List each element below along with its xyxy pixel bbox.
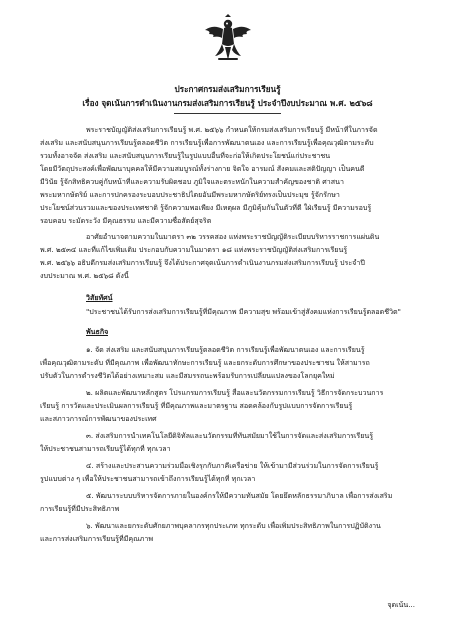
body-line: รอบคอบ ระมัดระวัง มีคุณธรรม และมีความซื่อสัตย์สุจริต [40,216,212,225]
body-line: รวมทั้งอาจจัด ส่งเสริม และสนับสนุนการเรียนรู้ในรูปแบบอื่นที่จะก่อให้เกิดประโยชน์แก่ประชาชน [40,151,331,160]
continued-marker: จุดเน้น... [387,600,415,609]
body-line: พระมหากษัตริย์ และการปกครองระบอบประชาธิปไตยอันมีพระมหากษัตริย์ทรงเป็นประมุข รู้จักรักษา [40,190,340,199]
mission-item-line: ๑. จัด ส่งเสริม และสนับสนุนการเรียนรู้ตลอดชีวิต การเรียนรู้เพื่อพัฒนาตนเอง และการเรียนรู้ [86,345,365,354]
announcement-title: ประกาศกรมส่งเสริมการเรียนรู้ [174,84,281,94]
garuda-emblem-icon [203,14,253,64]
vision-statement: "ประชาชนได้รับการส่งเสริมการเรียนรู้ที่มีคุณภาพ มีความสุข พร้อมเข้าสู่สังคมแห่งการเรียนรู้ตลอดชีวิต" [86,307,401,316]
mission-item-line: การเรียนรู้ที่มีประสิทธิภาพ [40,504,120,513]
body-line: พ.ศ. ๒๕๖๖ อธิบดีกรมส่งเสริมการเรียนรู้ จึงได้ประกาศจุดเน้นการดำเนินงานกรมส่งเสริมการเรียนรู้ ประจำปี [40,258,365,267]
body-line: พ.ศ. ๒๕๓๔ และที่แก้ไขเพิ่มเติม ประกอบกับความในมาตรา ๑๘ แห่งพระราชบัญญัติส่งเสริมการเรียนรู้ [40,245,348,254]
body-line: มีวินัย รู้จักสิทธิควบคู่กับหน้าที่และความรับผิดชอบ ภูมิใจและตระหนักในความสำคัญของชาติ ศาสนา [40,177,344,186]
mission-item-line: ๕. พัฒนาระบบบริหารจัดการภายในองค์กรให้มีความทันสมัย โดยยึดหลักธรรมาภิบาล เพื่อการส่งเสริม [86,491,393,500]
announcement-subject: เรื่อง จุดเน้นการดำเนินงานกรมส่งเสริมการเรียนรู้ ประจำปีงบประมาณ พ.ศ. ๒๕๖๘ [82,98,373,108]
mission-item-line: ปรับตัวในการดำรงชีวิตได้อย่างเหมาะสม และมีสมรรถนะพร้อมรับการเปลี่ยนแปลงของโลกยุคใหม่ [40,371,335,380]
mission-item-line: เพื่อคุณวุฒิตามระดับ ที่มีคุณภาพ เพื่อพัฒนาทักษะการเรียนรู้ และยกระดับการศึกษาของประชาชน ให้สามารถ [40,358,370,367]
vision-heading: วิสัยทัศน์ [86,293,113,302]
mission-item-line: ๒. ผลิตและพัฒนาหลักสูตร โปรแกรมการเรียนรู้ สื่อและนวัตกรรมการเรียนรู้ วิธีการจัดกระบวนการ [86,388,384,397]
mission-heading: พันธกิจ [86,327,109,336]
mission-item-line: เรียนรู้ การวัดและประเมินผลการเรียนรู้ ที่มีคุณภาพและมาตรฐาน สอดคล้องกับรูปแบบการจัดการเรียนรู้ [40,401,353,410]
title-divider [174,113,281,114]
body-line: ประโยชน์ส่วนรวมและของประเทศชาติ รู้จักความพอเพียง มีเหตุผล มีภูมิคุ้มกันในตัวที่ดี ใฝ่เรียนรู้ มีความรอบรู้ [40,203,372,212]
mission-item-line: และการส่งเสริมการเรียนรู้ที่มีคุณภาพ [40,534,154,543]
body-line: อาศัยอำนาจตามความในมาตรา ๓๒ วรรคสอง แห่งพระราชบัญญัติระเบียบบริหารราชการแผ่นดิน [86,232,380,241]
body-line: พระราชบัญญัติส่งเสริมการเรียนรู้ พ.ศ. ๒๕๖๖ กำหนดให้กรมส่งเสริมการเรียนรู้ มีหน้าที่ในการจัด [86,125,378,134]
body-line: ส่งเสริม และสนับสนุนการเรียนรู้ตลอดชีวิต การเรียนรู้เพื่อการพัฒนาตนเอง และการเรียนรู้เพื่อคุณวุฒิตามระดับ [40,138,374,147]
mission-item-line: และสภาวการณ์การพัฒนาของประเทศ [40,414,157,423]
mission-item-line: ๖. พัฒนาและยกระดับศักยภาพบุคลากรทุกประเภท ทุกระดับ เพื่อเพิ่มประสิทธิภาพในการปฏิบัติงาน [86,521,381,530]
mission-item-line: รูปแบบต่าง ๆ เพื่อให้ประชาชนสามารถเข้าถึงการเรียนรู้ได้ทุกที่ ทุกเวลา [40,474,256,483]
body-line: โดยมีวัตถุประสงค์เพื่อพัฒนาบุคคลให้มีความสมบูรณ์ทั้งร่างกาย จิตใจ อารมณ์ สังคมและสติปัญญา เป็นคนดี [40,164,365,173]
mission-item-line: ๔. สร้างและประสานความร่วมมือเชิงรุกกับภาคีเครือข่าย ให้เข้ามามีส่วนร่วมในการจัดการเรียนรู้ [86,461,379,470]
mission-item-line: ให้ประชาชนสามารถเรียนรู้ได้ทุกที่ ทุกเวลา [40,444,171,453]
body-line: งบประมาณ พ.ศ. ๒๕๖๘ ดังนี้ [40,271,129,280]
mission-item-line: ๓. ส่งเสริมการนำเทคโนโลยีดิจิทัลและนวัตกรรมที่ทันสมัยมาใช้ในการจัดและส่งเสริมการเรียนรู้ [86,431,374,440]
